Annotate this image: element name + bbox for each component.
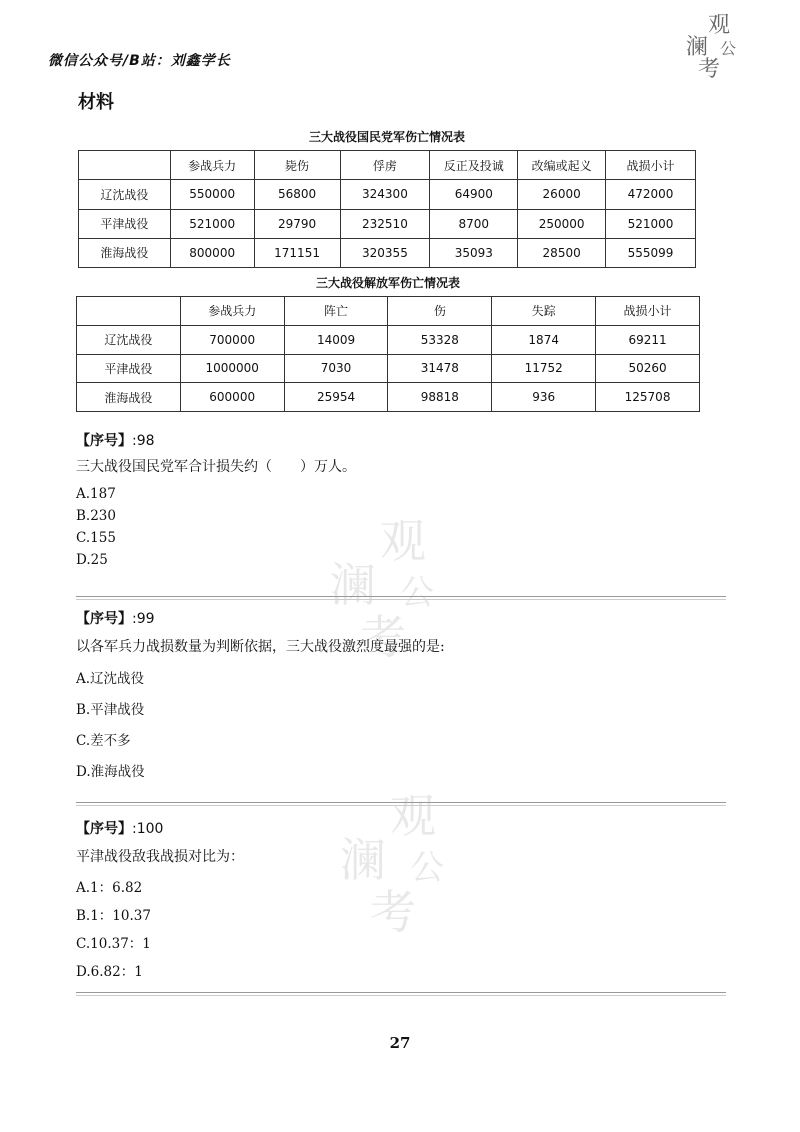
- table-cell: 淮海战役: [77, 383, 181, 412]
- table-cell: 14009: [284, 325, 388, 354]
- table-cell: 7030: [284, 354, 388, 383]
- logo-char: 澜: [686, 35, 709, 60]
- table-cell: 25954: [284, 383, 388, 412]
- question-label: 【序号】: [76, 433, 132, 449]
- logo-char: 观: [708, 13, 731, 38]
- table-header-cell: 阵亡: [284, 297, 388, 326]
- table-header-cell: [77, 297, 181, 326]
- table-cell: 521000: [170, 209, 254, 238]
- table-cell: 800000: [170, 238, 254, 267]
- question-number: [76, 430, 726, 450]
- table-header-cell: 参战兵力: [170, 151, 254, 180]
- table-cell: 11752: [492, 354, 596, 383]
- table-cell: 平津战役: [77, 354, 181, 383]
- table-cell: 69211: [596, 325, 700, 354]
- table1: [78, 150, 696, 268]
- question-100: [76, 818, 726, 980]
- question-text: 三大战役国民党军合计损失约（ ）万人。: [76, 459, 356, 475]
- question-number: [76, 608, 726, 628]
- logo: [678, 8, 758, 82]
- table-cell: 1000000: [180, 354, 284, 383]
- table-row: [77, 383, 700, 412]
- table-header-row: [77, 297, 700, 326]
- option-c: C.155: [76, 530, 116, 546]
- table2-caption: 三大战役解放军伤亡情况表: [315, 276, 460, 290]
- logo-char: 公: [720, 39, 737, 58]
- table-cell: 29790: [254, 209, 340, 238]
- table-cell: 555099: [606, 238, 696, 267]
- table-cell: 600000: [180, 383, 284, 412]
- option-d: D.淮海战役: [76, 764, 145, 780]
- watermark-char: 澜: [340, 833, 386, 887]
- table-row: [77, 325, 700, 354]
- table-cell: 50260: [596, 354, 700, 383]
- table-cell: 171151: [254, 238, 340, 267]
- table-cell: 31478: [388, 354, 492, 383]
- option-c: C.10.37：1: [76, 936, 151, 952]
- table-cell: 700000: [180, 325, 284, 354]
- table-cell: 521000: [606, 209, 696, 238]
- table-row: [79, 209, 696, 238]
- option-b: B.平津战役: [76, 702, 145, 718]
- table-cell: 56800: [254, 180, 340, 209]
- table-cell: 淮海战役: [79, 238, 171, 267]
- table-row: [77, 354, 700, 383]
- table-header-cell: 失踪: [492, 297, 596, 326]
- divider: [76, 992, 726, 996]
- table-header-cell: 俘虏: [340, 151, 430, 180]
- option-c: C.差不多: [76, 733, 131, 749]
- watermark-char: 澜: [330, 558, 376, 612]
- table-header-cell: [79, 151, 171, 180]
- question-label: 【序号】: [76, 821, 132, 837]
- question-id: :99: [132, 611, 155, 627]
- watermark-char: 考: [360, 610, 406, 664]
- table-header-cell: 改编或起义: [518, 151, 606, 180]
- option-a: A.187: [76, 486, 116, 502]
- logo-char: 考: [698, 57, 721, 82]
- table-cell: 324300: [340, 180, 430, 209]
- question-id: :98: [132, 433, 155, 449]
- table-cell: 26000: [518, 180, 606, 209]
- question-label: 【序号】: [76, 611, 132, 627]
- table-cell: 550000: [170, 180, 254, 209]
- table1-caption: 三大战役国民党军伤亡情况表: [308, 130, 465, 144]
- table-cell: 250000: [518, 209, 606, 238]
- watermark-char: 观: [390, 789, 436, 843]
- material-title: 材料: [78, 92, 114, 113]
- table-cell: 平津战役: [79, 209, 171, 238]
- option-d: D.25: [76, 552, 108, 568]
- table2: [76, 296, 700, 412]
- divider: [76, 802, 726, 806]
- watermark-char: 观: [380, 514, 426, 568]
- table-cell: 98818: [388, 383, 492, 412]
- table-header-row: [79, 151, 696, 180]
- option-b: B.1：10.37: [76, 908, 151, 924]
- option-d: D.6.82：1: [76, 964, 143, 980]
- watermark-char: 公: [400, 573, 434, 613]
- table-header-cell: 毙伤: [254, 151, 340, 180]
- question-id: :100: [132, 821, 164, 837]
- watermark-char: 公: [410, 848, 444, 888]
- option-b: B.230: [76, 508, 116, 524]
- table-cell: 辽沈战役: [79, 180, 171, 209]
- question-text: 平津战役敌我战损对比为：: [76, 849, 244, 865]
- page-number: 27: [389, 1034, 411, 1052]
- table-cell: 64900: [430, 180, 518, 209]
- table-cell: 53328: [388, 325, 492, 354]
- header-text: 微信公众号/B站：刘鑫学长: [48, 53, 231, 69]
- table-header-cell: 反正及投诚: [430, 151, 518, 180]
- table-cell: 28500: [518, 238, 606, 267]
- table-header-cell: 参战兵力: [180, 297, 284, 326]
- option-a: A.辽沈战役: [76, 671, 145, 687]
- table-header-cell: 伤: [388, 297, 492, 326]
- divider: [76, 596, 726, 600]
- table-cell: 125708: [596, 383, 700, 412]
- table-cell: 1874: [492, 325, 596, 354]
- table-cell: 35093: [430, 238, 518, 267]
- question-98: [76, 430, 726, 568]
- option-a: A.1：6.82: [76, 880, 143, 896]
- watermark-char: 考: [370, 885, 416, 939]
- table-header-cell: 战损小计: [596, 297, 700, 326]
- table-cell: 472000: [606, 180, 696, 209]
- table-row: [79, 180, 696, 209]
- question-text: 以各军兵力战损数量为判断依据，三大战役激烈度最强的是:: [76, 639, 445, 655]
- question-number: [76, 818, 726, 838]
- table-cell: 辽沈战役: [77, 325, 181, 354]
- table-header-cell: 战损小计: [606, 151, 696, 180]
- table-cell: 936: [492, 383, 596, 412]
- table-cell: 320355: [340, 238, 430, 267]
- table-row: [79, 238, 696, 267]
- table-cell: 232510: [340, 209, 430, 238]
- question-99: [76, 608, 726, 780]
- table-cell: 8700: [430, 209, 518, 238]
